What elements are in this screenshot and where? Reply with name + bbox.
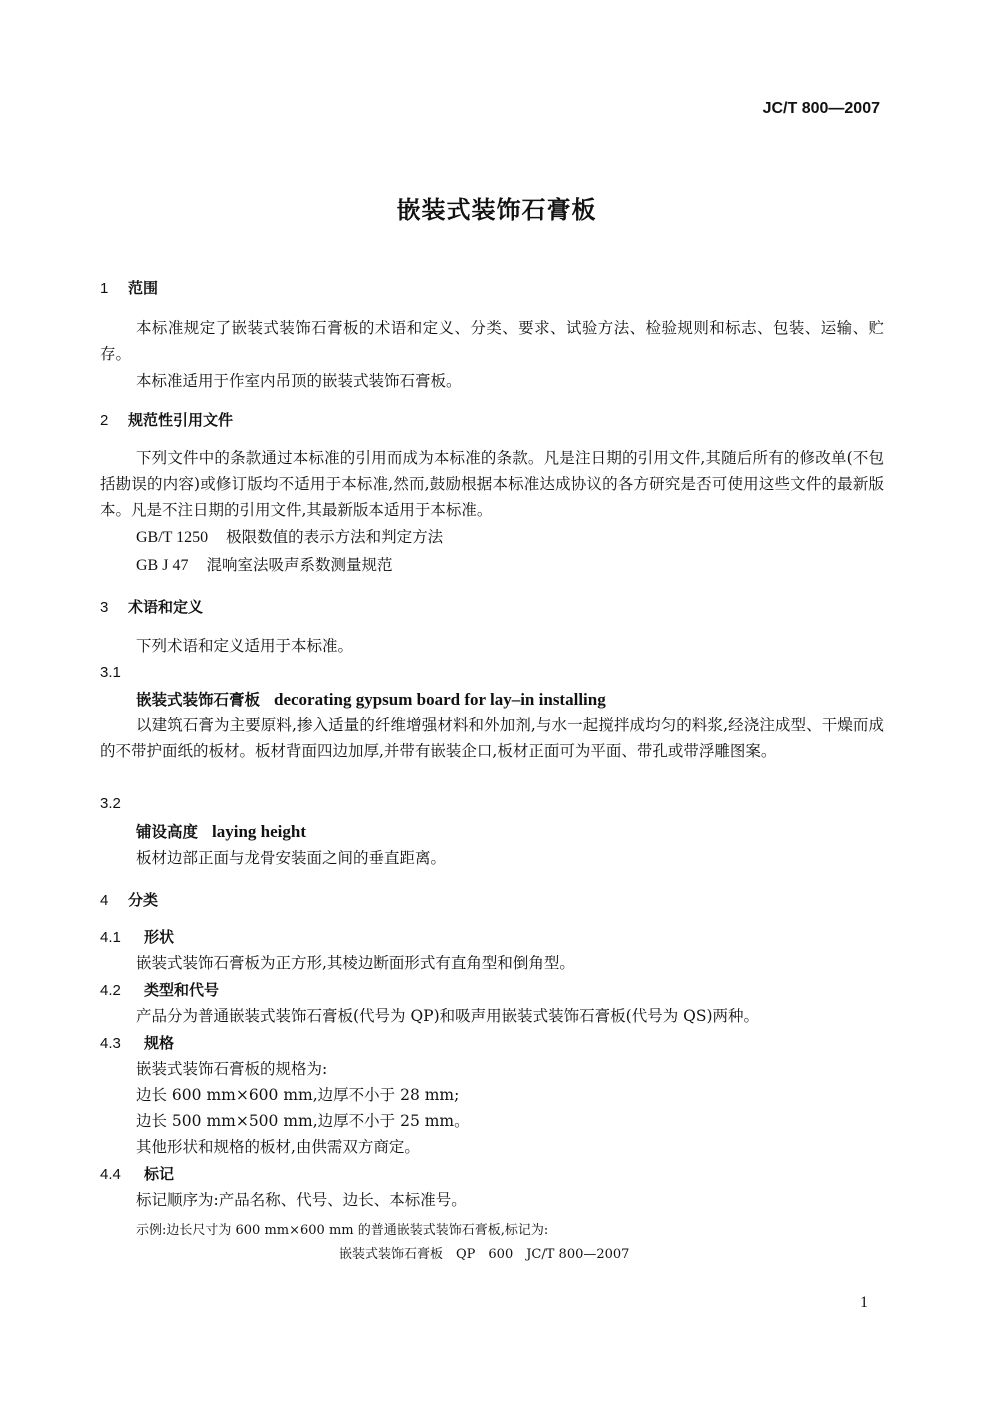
subsection-title: 规格 — [144, 1034, 175, 1052]
subsection-title: 类型和代号 — [144, 981, 220, 999]
subsection-4-4-text: 标记顺序为:产品名称、代号、边长、本标准号。 — [136, 1191, 467, 1209]
normative-reference — [136, 553, 392, 578]
reference-title: 极限数值的表示方法和判定方法 — [226, 528, 444, 546]
marking-example: 嵌装式装饰石膏板 QP 600 JC/T 800—2007 — [339, 1247, 630, 1262]
section-3-heading — [100, 596, 203, 617]
section-title: 分类 — [128, 891, 159, 909]
reference-code: GB J 47 — [136, 557, 189, 574]
reference-title: 混响室法吸声系数测量规范 — [206, 556, 393, 574]
section-1-heading — [100, 277, 158, 298]
page-number: 1 — [860, 1294, 868, 1311]
document-title: 嵌装式装饰石膏板 — [396, 196, 597, 224]
subsection-number: 4.2 — [100, 982, 121, 999]
subsection-title: 形状 — [144, 928, 175, 946]
section-4-heading — [100, 889, 158, 910]
specification-line: 边长 500 mm×500 mm,边厚不小于 25 mm。 — [136, 1112, 470, 1130]
section-title: 术语和定义 — [128, 598, 204, 616]
section-number: 1 — [100, 280, 109, 297]
section-number: 3 — [100, 599, 109, 616]
subsection-number: 4.4 — [100, 1166, 121, 1183]
term-number: 3.1 — [100, 664, 121, 681]
subsection-4-2-text: 产品分为普通嵌装式装饰石膏板(代号为 QP)和吸声用嵌装式装饰石膏板(代号为 QS)两种。 — [136, 1007, 760, 1025]
term-english: decorating gypsum board for lay–in installing — [274, 690, 606, 709]
section-1-paragraph-1: 本标准规定了嵌装式装饰石膏板的术语和定义、分类、要求、试验方法、检验规则和标志、包装、运输、贮存。 — [100, 319, 884, 363]
subsection-4-1-heading — [100, 926, 174, 947]
subsection-title: 标记 — [144, 1165, 175, 1183]
normative-reference — [136, 525, 443, 550]
section-title: 范围 — [128, 279, 159, 297]
subsection-4-1-text: 嵌装式装饰石膏板为正方形,其棱边断面形式有直角型和倒角型。 — [136, 954, 575, 972]
section-3-paragraph-1: 下列术语和定义适用于本标准。 — [136, 637, 354, 655]
term-chinese: 嵌装式装饰石膏板 — [136, 691, 261, 709]
term-entry — [136, 820, 306, 842]
section-2-heading — [100, 409, 233, 430]
subsection-number: 4.3 — [100, 1035, 121, 1052]
term-definition: 以建筑石膏为主要原料,掺入适量的纤维增强材料和外加剂,与水一起搅拌成均匀的料浆,经浇注成型、干燥而成的不带护面纸的板材。板材背面四边加厚,并带有嵌装企口,板材正面可为平面、带孔或带浮雕图案。 — [100, 716, 884, 760]
subsection-4-3-heading — [100, 1032, 174, 1053]
subsection-number: 4.1 — [100, 929, 121, 946]
section-1-paragraph-2: 本标准适用于作室内吊顶的嵌装式装饰石膏板。 — [136, 372, 462, 390]
section-number: 4 — [100, 892, 109, 909]
term-chinese: 铺设高度 — [136, 823, 199, 841]
reference-code: GB/T 1250 — [136, 529, 209, 546]
term-number: 3.2 — [100, 795, 121, 812]
section-2-paragraph-1: 下列文件中的条款通过本标准的引用而成为本标准的条款。凡是注日期的引用文件,其随后所有的修改单(不包括勘误的内容)或修订版均不适用于本标准,然而,鼓励根据本标准达成协议的各方研究是否可使用这些文件的最新版本。凡是不注日期的引用文件,其最新版本适用于本标准。 — [100, 449, 884, 519]
subsection-4-2-heading — [100, 979, 219, 1000]
section-title: 规范性引用文件 — [128, 411, 234, 429]
term-entry — [136, 688, 606, 710]
specification-line: 嵌装式装饰石膏板的规格为: — [136, 1060, 328, 1078]
section-number: 2 — [100, 412, 109, 429]
specification-line: 其他形状和规格的板材,由供需双方商定。 — [136, 1138, 420, 1156]
example-note: 示例:边长尺寸为 600 mm×600 mm 的普通嵌装式装饰石膏板,标记为: — [136, 1223, 549, 1238]
standard-number: JC/T 800—2007 — [762, 100, 880, 117]
term-definition: 板材边部正面与龙骨安装面之间的垂直距离。 — [136, 849, 447, 867]
specification-line: 边长 600 mm×600 mm,边厚不小于 28 mm; — [136, 1086, 460, 1104]
subsection-4-4-heading — [100, 1163, 174, 1184]
term-english: laying height — [212, 822, 307, 841]
